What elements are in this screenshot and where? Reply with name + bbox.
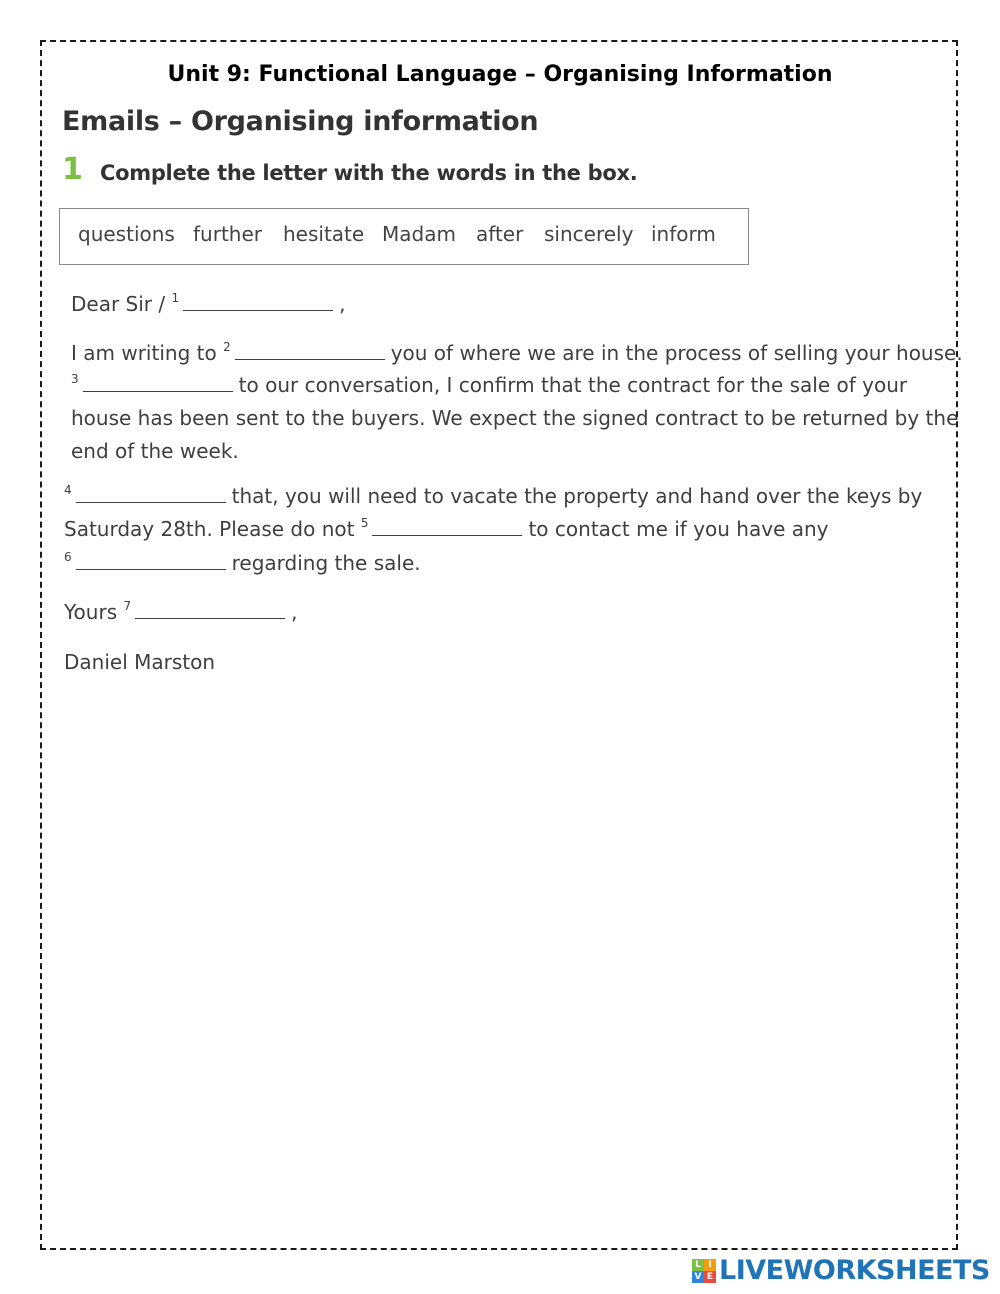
brand-name: LIVEWORKSHEETS	[719, 1255, 990, 1286]
exercise-instruction: Complete the letter with the words in the box.	[100, 161, 638, 185]
letter-line: Saturday 28th. Please do not $^5$ to contact me if you have any	[64, 516, 829, 541]
gap-number: 4	[64, 483, 72, 497]
letter-salutation: Dear Sir / $^1$ ,	[71, 291, 346, 316]
letter-line: end of the week.	[71, 439, 239, 463]
word-bank-item: hesitate	[283, 222, 365, 246]
gap-number: 3	[71, 372, 79, 386]
letter-line: $^4$ that, you will need to vacate the property and hand over the keys by	[64, 483, 923, 508]
letter-signature: Daniel Marston	[64, 650, 216, 674]
section-title: Emails – Organising information	[62, 106, 539, 137]
letter-line: I am writing to $^2$ you of where we are in the process of selling your house.	[71, 340, 963, 365]
word-bank-item: Madam	[382, 222, 456, 246]
answer-blank-3[interactable]	[83, 373, 233, 392]
gap-number: 5	[360, 516, 369, 530]
answer-blank-6[interactable]	[76, 551, 226, 570]
word-bank-item: inform	[651, 222, 716, 246]
word-bank-item: after	[476, 222, 524, 246]
gap-number: 1	[171, 291, 180, 305]
word-bank-item: further	[193, 222, 262, 246]
liveworksheets-logo	[692, 1255, 990, 1286]
gap-number: 7	[123, 599, 132, 613]
letter-line: $^3$ to our conversation, I confirm that the contract for the sale of your	[71, 372, 908, 397]
word-bank-item: questions	[78, 222, 175, 246]
gap-number: 2	[223, 340, 231, 354]
unit-title: Unit 9: Functional Language – Organising Information	[167, 62, 833, 87]
liveworksheets-mark-icon: L I V E	[692, 1259, 716, 1283]
answer-blank-7[interactable]	[135, 600, 285, 619]
answer-blank-5[interactable]	[372, 517, 522, 536]
gap-number: 6	[64, 550, 72, 564]
letter-closing: Yours $^7$ ,	[64, 599, 298, 624]
letter-line: house has been sent to the buyers. We expect the signed contract to be returned by the	[71, 406, 959, 430]
answer-blank-2[interactable]	[235, 341, 385, 360]
letter-line: $^6$ regarding the sale.	[64, 550, 421, 575]
word-bank-item: sincerely	[544, 222, 634, 246]
exercise-number: 1	[62, 152, 83, 187]
answer-blank-1[interactable]	[183, 292, 333, 311]
answer-blank-4[interactable]	[76, 484, 226, 503]
